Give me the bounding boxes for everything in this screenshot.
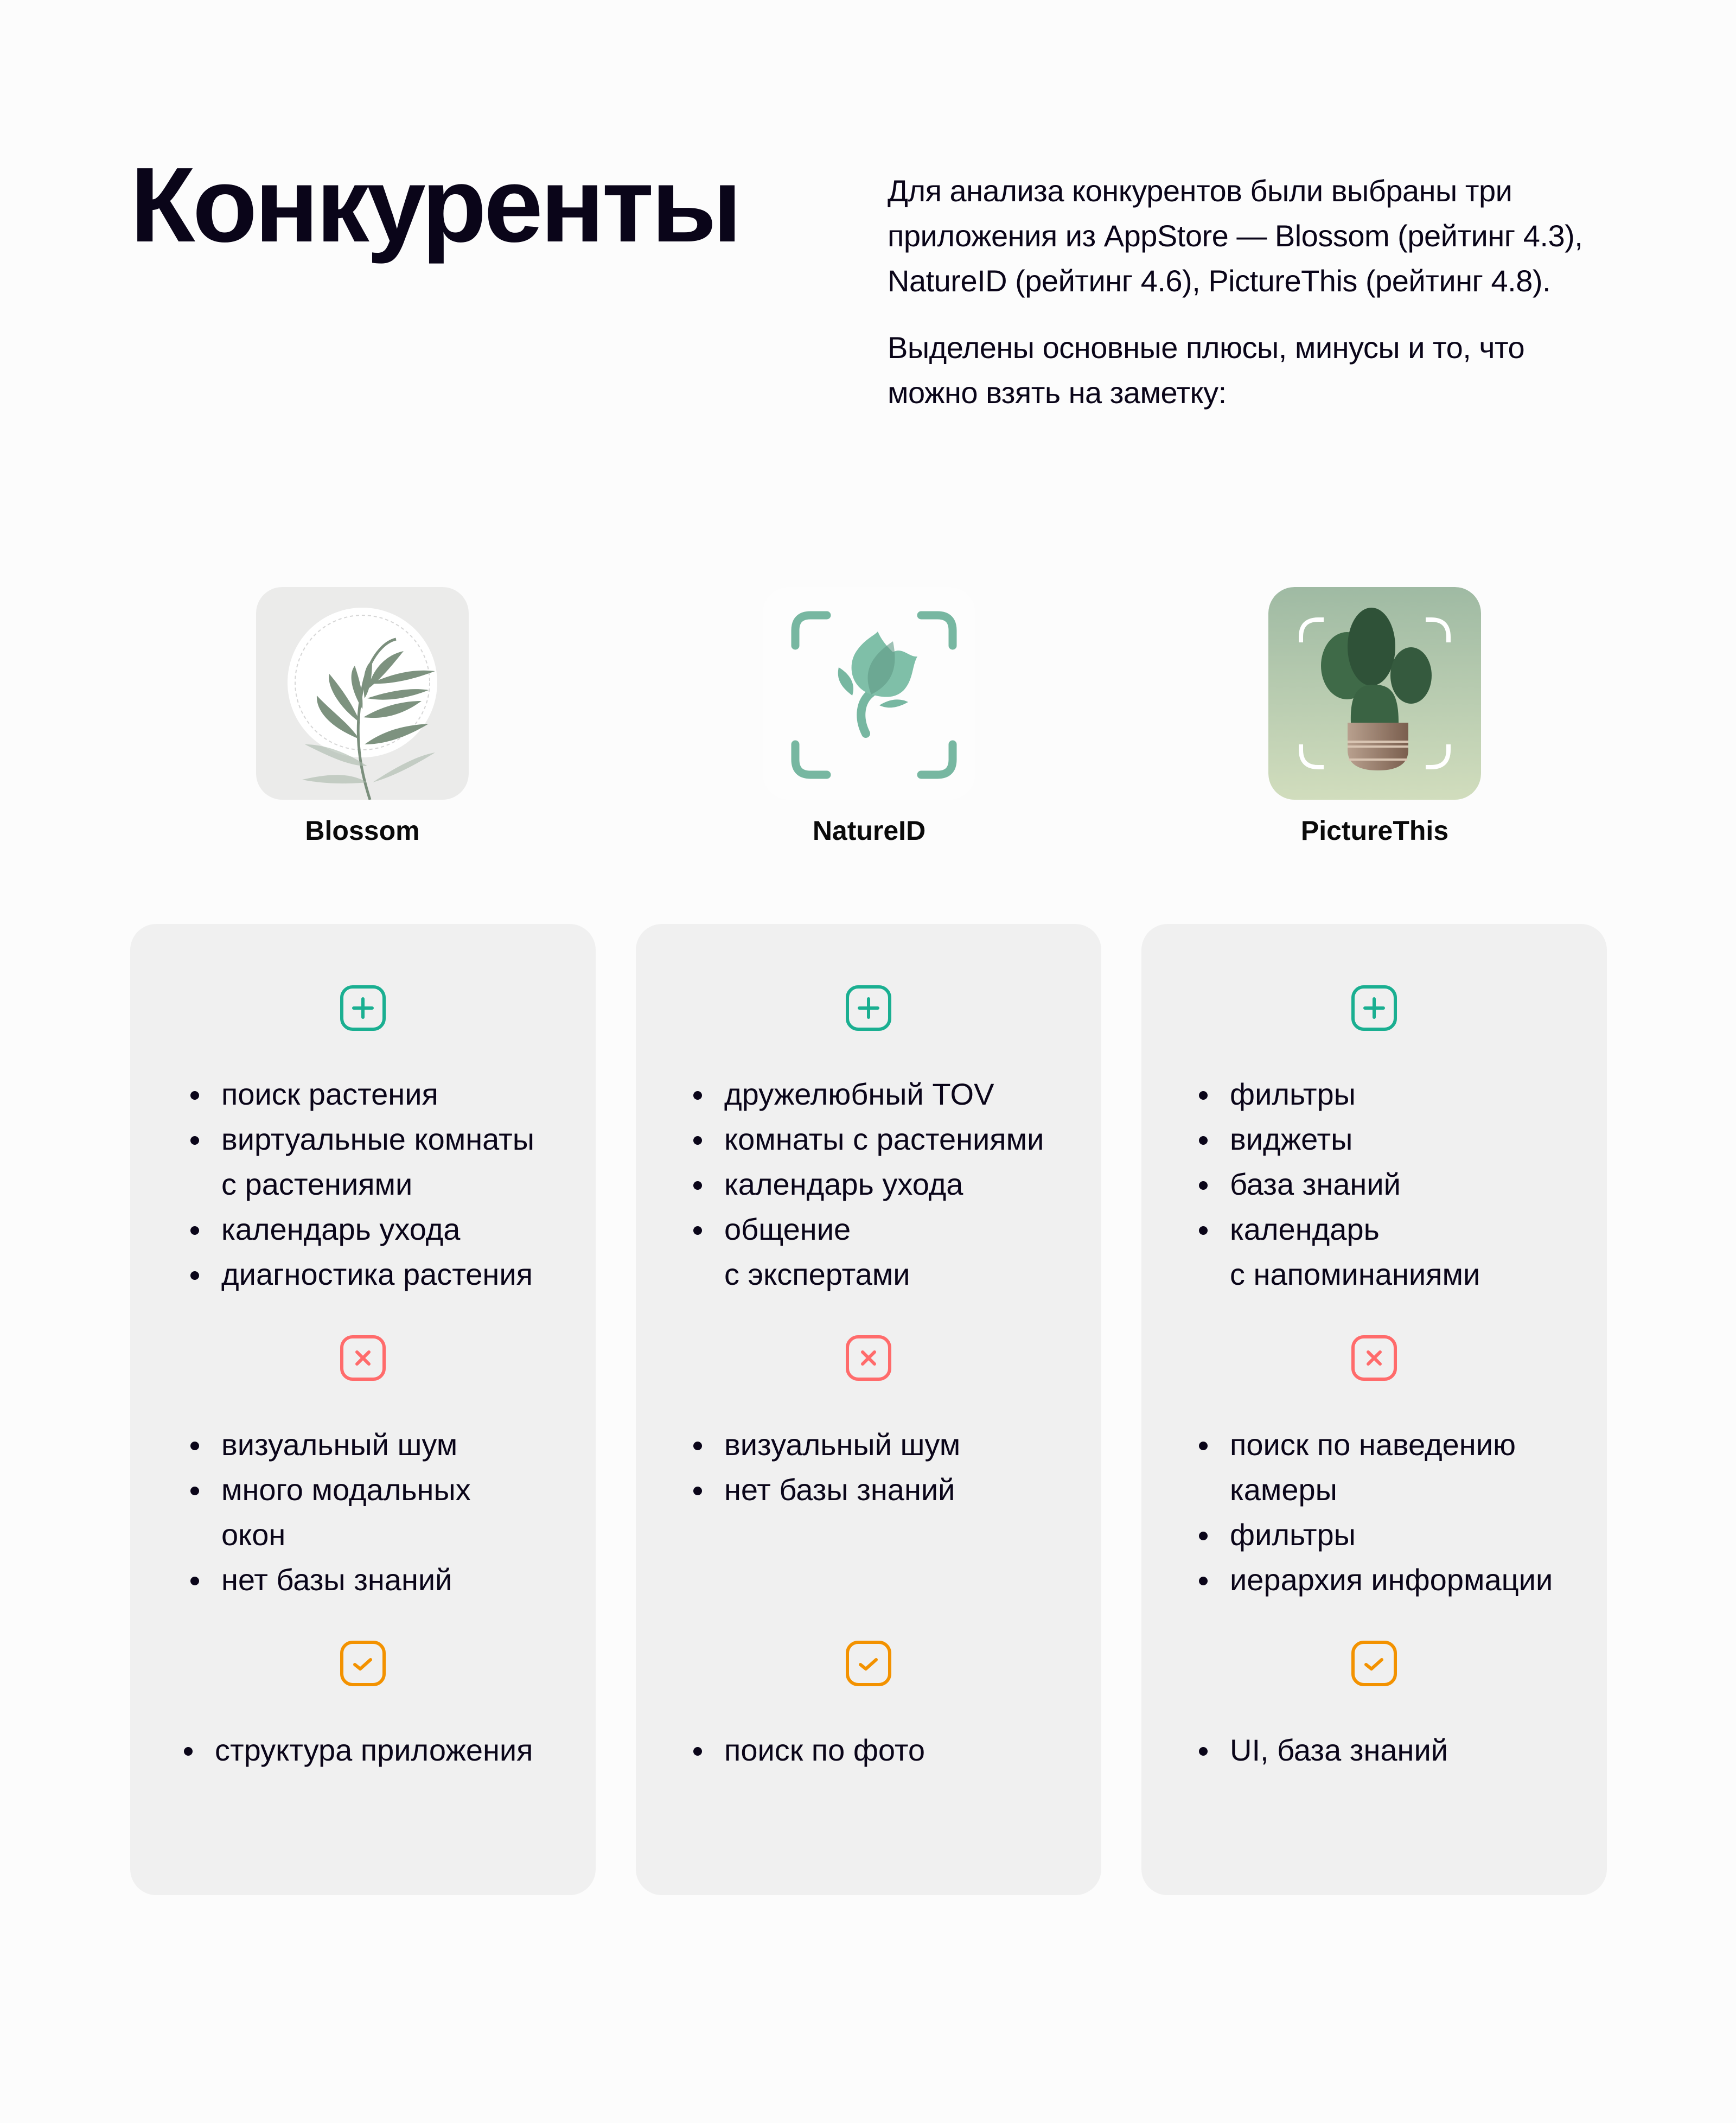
takeaways-list — [181, 1727, 533, 1773]
competitor-card-picturethis — [1141, 924, 1607, 1895]
plus-square-icon — [845, 985, 892, 1031]
intro-paragraph: Для анализа конкурентов были выбраны три приложения из AppStore — Blossom (рейтинг 4.3), NatureID (рейтинг 4.6), PictureThis (рейтинг 4.8). — [888, 174, 1583, 298]
list-item: визуальный шум — [690, 1422, 960, 1467]
list-item: нет базы знаний — [690, 1467, 960, 1512]
list-item: фильтры — [1196, 1072, 1480, 1117]
pros-list — [1196, 1072, 1480, 1297]
cons-list — [1196, 1422, 1553, 1602]
palm-leaf-icon — [256, 587, 469, 800]
tulip-scan-icon — [763, 587, 975, 800]
app-blossom — [254, 587, 471, 846]
plus-square-icon — [340, 985, 386, 1031]
competitor-card-blossom — [130, 924, 596, 1895]
app-natureid — [761, 587, 978, 846]
app-name: PictureThis — [1300, 815, 1449, 846]
list-item: календарь с напоминаниями — [1196, 1207, 1480, 1297]
list-item: иерархия информации — [1196, 1557, 1553, 1602]
list-item: комнаты с растениями — [690, 1117, 1044, 1162]
page-title: Конкуренты — [130, 145, 739, 264]
list-item: календарь ухода — [690, 1162, 1044, 1207]
list-item: база знаний — [1196, 1162, 1480, 1207]
list-item: диагностика растения — [187, 1252, 534, 1297]
list-item: UI, база знаний — [1196, 1727, 1448, 1773]
app-picturethis — [1266, 587, 1483, 846]
x-square-icon — [1351, 1335, 1397, 1381]
list-item: нет базы знаний — [187, 1557, 471, 1602]
pros-list — [187, 1072, 534, 1297]
plus-square-icon — [1351, 985, 1397, 1031]
list-item: календарь ухода — [187, 1207, 534, 1252]
list-item: общение с экспертами — [690, 1207, 1044, 1297]
competitor-card-natureid — [636, 924, 1101, 1895]
takeaways-list — [1196, 1727, 1448, 1773]
cactus-scan-icon — [1268, 587, 1481, 800]
x-square-icon — [845, 1335, 892, 1381]
list-item: поиск растения — [187, 1072, 534, 1117]
list-item: много модальных окон — [187, 1467, 471, 1557]
list-item: фильтры — [1196, 1512, 1553, 1557]
intro-paragraph: Выделены основные плюсы, минусы и то, что можно взять на заметку: — [888, 330, 1525, 410]
x-square-icon — [340, 1335, 386, 1381]
app-name: NatureID — [812, 815, 926, 846]
check-square-icon — [1351, 1640, 1397, 1687]
check-square-icon — [845, 1640, 892, 1687]
list-item: поиск по наведению камеры — [1196, 1422, 1553, 1512]
cons-list — [187, 1422, 471, 1602]
intro-text — [888, 168, 1614, 437]
takeaways-list — [690, 1727, 925, 1773]
list-item: поиск по фото — [690, 1727, 925, 1773]
list-item: виртуальные комнаты с растениями — [187, 1117, 534, 1207]
check-square-icon — [340, 1640, 386, 1687]
pros-list — [690, 1072, 1044, 1297]
app-name: Blossom — [305, 815, 420, 846]
list-item: структура приложения — [181, 1727, 533, 1773]
cons-list — [690, 1422, 960, 1512]
list-item: виджеты — [1196, 1117, 1480, 1162]
list-item: дружелюбный TOV — [690, 1072, 1044, 1117]
list-item: визуальный шум — [187, 1422, 471, 1467]
